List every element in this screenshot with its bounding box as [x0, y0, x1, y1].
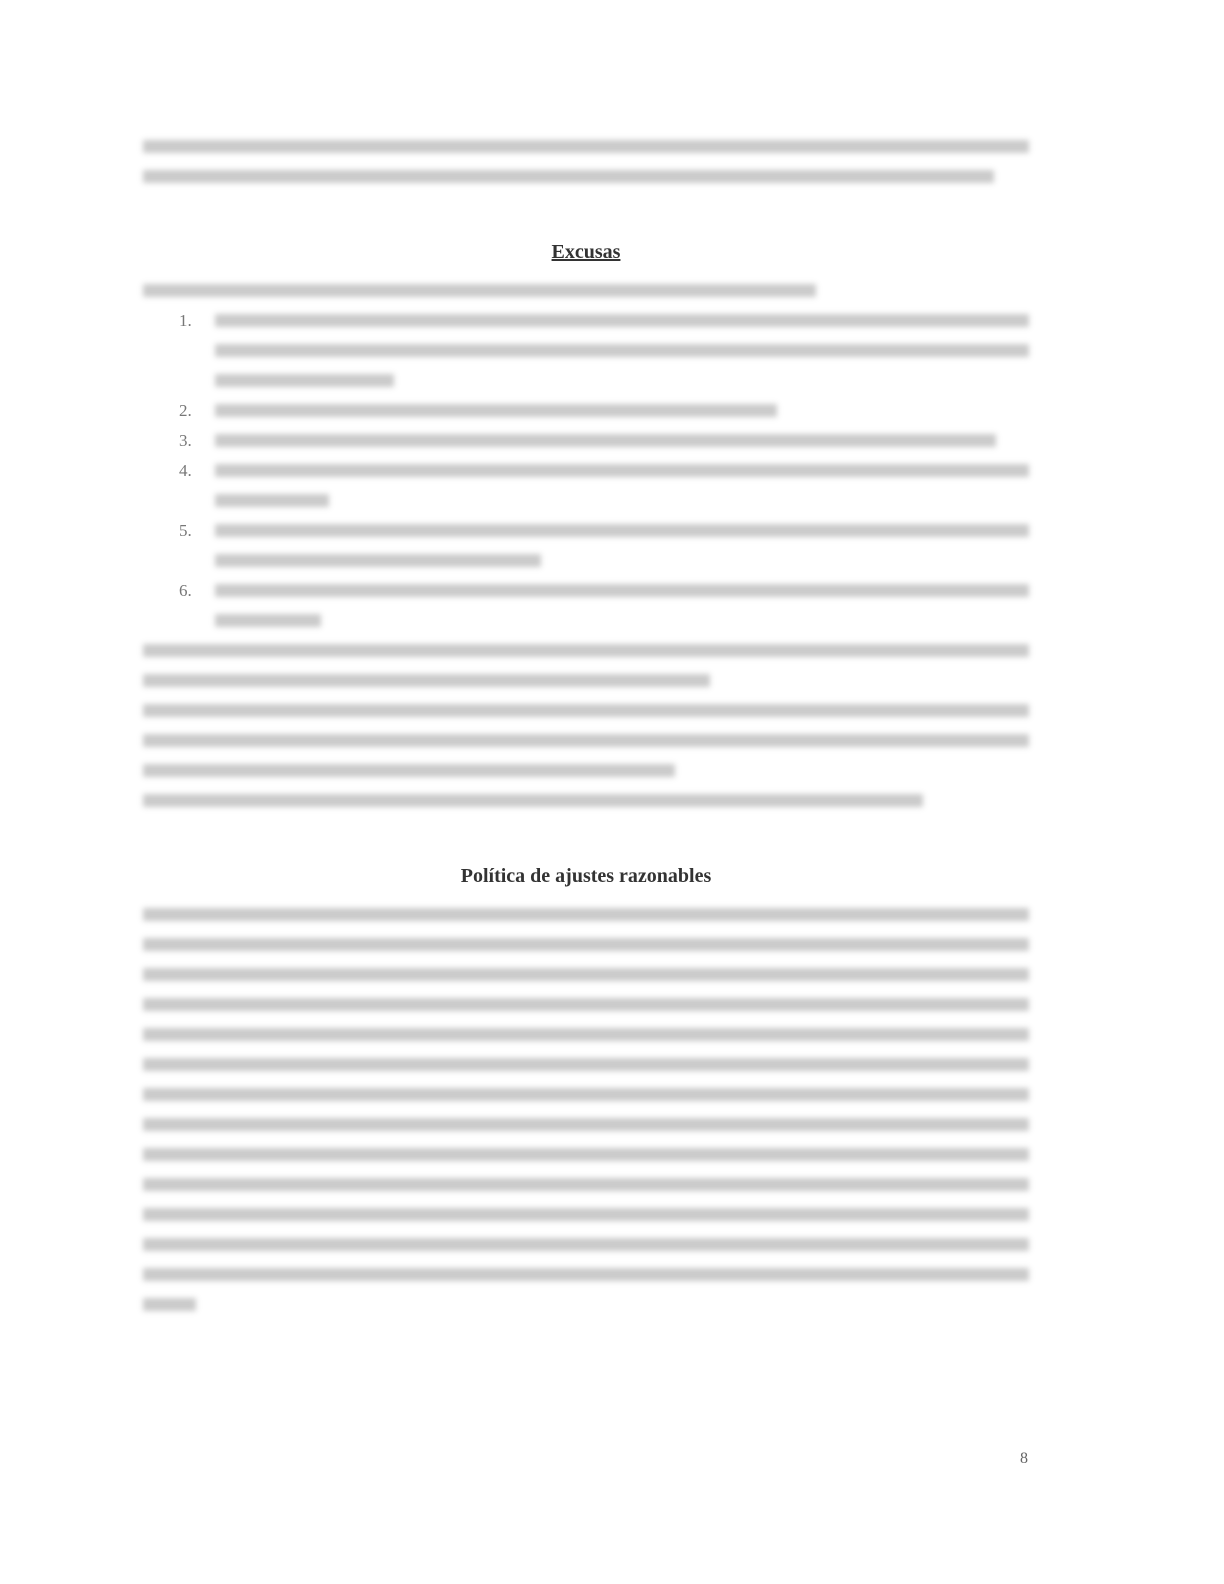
- unreadable-line: [143, 284, 816, 297]
- unreadable-line: [143, 170, 994, 183]
- list-item: 6.: [179, 584, 1029, 644]
- list-item: 1.: [179, 314, 1029, 404]
- list-item: 3.: [179, 434, 1029, 464]
- ajustes-paragraph: [143, 908, 1029, 1311]
- unreadable-line: [143, 140, 1029, 153]
- document-page: [143, 140, 1029, 1328]
- excusas-paragraphs: [143, 644, 1029, 807]
- excusas-list: [179, 311, 1029, 644]
- list-item: 5.: [179, 524, 1029, 584]
- excusas-intro: [143, 284, 1029, 297]
- page-number: 8: [1020, 1450, 1028, 1467]
- section-heading-excusas: Excusas: [551, 241, 621, 263]
- opening-paragraph: [143, 140, 1029, 183]
- section-heading-ajustes: Política de ajustes razonables: [460, 865, 712, 887]
- list-item: 2.: [179, 404, 1029, 434]
- list-item: 4.: [179, 464, 1029, 524]
